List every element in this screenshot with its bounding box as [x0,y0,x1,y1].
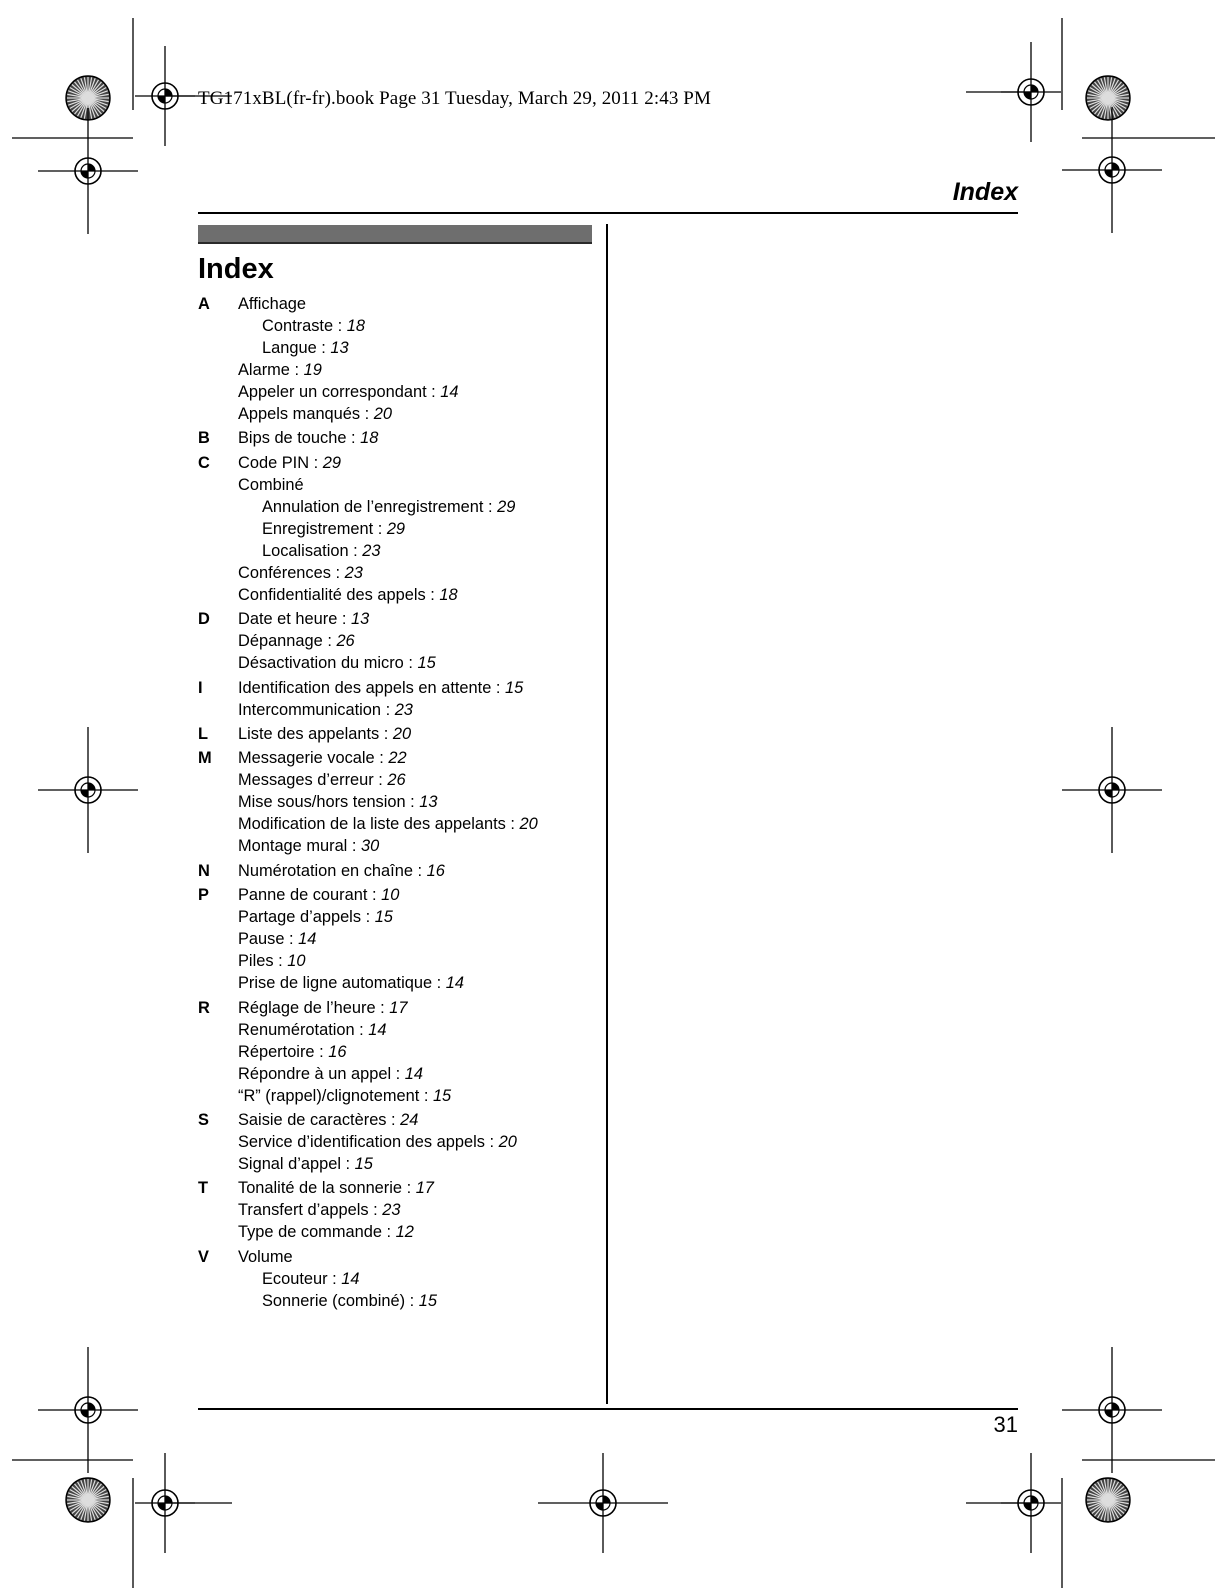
index-page-ref: 16 [328,1042,347,1061]
index-entry-text: Transfert d’appels : [238,1201,383,1220]
index-page-ref: 24 [400,1110,419,1129]
index-page-ref: 23 [394,700,413,719]
index-letter: N [198,861,210,880]
index-entry [238,813,598,835]
index-entry [238,1221,598,1243]
index-entry-text: Pause : [238,930,299,949]
index-group-a [198,293,598,425]
index-entry-text: Messages d’erreur : [238,771,388,790]
index-page-ref: 15 [374,908,393,927]
index-entry [238,1177,598,1199]
index-entry-text: Combiné [238,475,304,494]
index-page-ref: 14 [440,383,459,401]
index-page-ref: 13 [330,339,349,357]
index-group-r [198,997,598,1107]
index-letter: A [198,295,210,313]
page-title: Index [198,253,274,285]
index-letter: T [198,1179,209,1198]
index-page-ref: 30 [361,837,380,856]
index-letter: R [198,998,210,1017]
index-entry-text: Code PIN : [238,453,323,472]
index-letter: I [198,678,203,697]
index-page-ref: 13 [350,610,370,629]
index-page-ref: 18 [439,585,458,604]
header-rule [198,212,1018,214]
index-page-ref: 20 [519,815,538,834]
index-group-l [198,723,598,745]
index-page-ref: 15 [354,1154,373,1173]
index-page-ref: 15 [432,1086,452,1105]
index-entry [238,791,598,813]
index-page-ref: 14 [368,1020,387,1039]
index-group-p [198,884,598,994]
index-entry [238,337,598,359]
index-page-ref: 17 [415,1179,434,1198]
index-page-ref: 23 [362,541,381,560]
index-entry [238,1041,598,1063]
index-entry-text: Enregistrement : [262,519,387,538]
index-entry [238,1199,598,1221]
index-list [198,293,598,1314]
index-page-ref: 15 [418,1291,437,1310]
index-page-ref: 17 [389,998,408,1017]
index-page-ref: 13 [419,793,438,812]
index-page-ref: 18 [346,317,365,335]
index-entry [238,630,598,652]
index-entry-text: Contraste : [262,317,347,335]
index-entry-text: Appels manqués : [238,405,374,423]
index-letter: L [198,724,209,743]
index-entry [238,928,598,950]
index-page-ref: 26 [336,632,355,651]
index-entry-text: Conférences : [238,563,345,582]
index-letter: P [198,886,209,905]
index-entry-text: Intercommunication : [238,700,395,719]
index-entry-text: Saisie de caractères : [238,1110,401,1129]
index-group-b [198,427,598,449]
index-entry-text: Langue : [262,339,331,357]
index-entry [238,1290,598,1312]
index-entry [238,540,598,562]
index-entry-text: Annulation de l’enregistrement : [262,497,498,516]
index-entry [238,1131,598,1153]
index-entry [238,584,598,606]
index-page-ref: 20 [373,405,392,423]
index-page-ref: 15 [505,678,524,697]
index-entry [238,315,598,337]
index-entry-text: Messagerie vocale : [238,749,389,768]
index-entry-text: Localisation : [262,541,363,560]
index-page-ref: 14 [445,974,464,993]
index-entry-text: Alarme : [238,361,304,379]
index-entry-text: Affichage [238,295,307,313]
index-letter: D [198,610,210,629]
index-entry [238,452,598,474]
index-entry [238,496,598,518]
index-entry [238,518,598,540]
index-entry-text: Confidentialité des appels : [238,585,440,604]
index-page-ref: 16 [426,861,445,880]
index-letter: M [198,749,212,768]
index-page-ref: 29 [386,519,406,538]
index-group-d [198,608,598,674]
index-page-ref: 29 [322,453,341,472]
index-entry [238,652,598,674]
index-page-ref: 23 [382,1201,401,1220]
index-entry-text: Liste des appelants : [238,724,393,743]
index-page-ref: 26 [387,771,406,790]
index-page-ref: 20 [498,1132,517,1151]
index-page-ref: 10 [287,952,306,971]
index-entry [238,950,598,972]
index-entry [238,381,598,403]
index-entry [238,769,598,791]
index-entry-text: Numérotation en chaîne : [238,861,427,880]
index-page-ref: 14 [298,930,317,949]
index-entry [238,293,598,315]
index-page-ref: 14 [341,1269,360,1288]
index-group-c [198,452,598,606]
footer-rule [198,1408,1018,1410]
index-entry [238,608,598,630]
index-entry [238,359,598,381]
index-page-ref: 18 [360,429,379,448]
index-page-ref: 22 [388,749,407,768]
index-entry-text: Signal d’appel : [238,1154,355,1173]
index-entry-text: Montage mural : [238,837,361,856]
index-entry-text: Piles : [238,952,288,971]
index-entry [238,677,598,699]
index-entry-text: Partage d’appels : [238,908,375,927]
index-entry-text: Tonalité de la sonnerie : [238,1179,416,1198]
index-page-ref: 10 [381,886,400,905]
index-entry [238,562,598,584]
index-entry [238,747,598,769]
index-entry [238,860,598,882]
index-group-i [198,677,598,721]
index-letter: B [198,429,210,448]
index-entry-text: Bips de touche : [238,429,361,448]
index-group-v [198,1246,598,1312]
index-entry-text: Réglage de l’heure : [238,998,390,1017]
index-group-m [198,747,598,857]
index-entry-text: Volume [238,1247,293,1266]
index-entry-text: Sonnerie (combiné) : [262,1291,419,1310]
index-entry-text: Ecouteur : [262,1269,342,1288]
index-entry-text: Mise sous/hors tension : [238,793,420,812]
index-page-ref: 20 [392,724,412,743]
section-title-bar [198,225,592,244]
index-entry-text: Désactivation du micro : [238,654,418,673]
index-entry-text: Date et heure : [238,610,351,629]
index-entry [238,1085,598,1107]
index-entry [238,972,598,994]
index-entry [238,1153,598,1175]
index-letter: V [198,1247,209,1266]
index-entry-text: Répondre à un appel : [238,1064,405,1083]
index-entry [238,906,598,928]
index-entry-text: Modification de la liste des appelants : [238,815,520,834]
page-number: 31 [993,1412,1018,1437]
book-info-line: TG171xBL(fr-fr).book Page 31 Tuesday, March 29, 2011 2:43 PM [198,88,711,109]
index-entry-text: Répertoire : [238,1042,329,1061]
index-entry [238,1019,598,1041]
index-letter: S [198,1110,209,1129]
index-entry [238,723,598,745]
index-entry-text: Identification des appels en attente : [238,678,505,697]
index-entry-text: Renumérotation : [238,1020,369,1039]
index-entry [238,474,598,496]
index-entry-text: Dépannage : [238,632,337,651]
index-group-s [198,1109,598,1175]
index-entry [238,1268,598,1290]
index-page-ref: 29 [497,497,516,516]
index-entry [238,427,598,449]
index-entry-text: Appeler un correspondant : [238,383,441,401]
index-entry [238,1246,598,1268]
index-entry [238,1063,598,1085]
index-entry-text: Panne de courant : [238,886,382,905]
index-page-ref: 15 [417,654,436,673]
index-entry-text: Prise de ligne automatique : [238,974,446,993]
index-entry [238,699,598,721]
index-entry [238,884,598,906]
index-entry [238,1109,598,1131]
index-entry-text: “R” (rappel)/clignotement : [238,1086,433,1105]
index-entry [238,997,598,1019]
index-page-ref: 19 [303,361,322,379]
index-entry [238,403,598,425]
index-letter: C [198,453,210,472]
index-entry-text: Service d’identification des appels : [238,1132,499,1151]
index-page-ref: 12 [395,1223,414,1242]
index-group-t [198,1177,598,1243]
index-entry [238,835,598,857]
index-group-n [198,860,598,882]
index-entry-text: Type de commande : [238,1223,396,1242]
index-page-ref: 23 [344,563,363,582]
running-head: Index [952,178,1018,206]
column-divider [606,224,608,1404]
index-page-ref: 14 [404,1064,423,1083]
